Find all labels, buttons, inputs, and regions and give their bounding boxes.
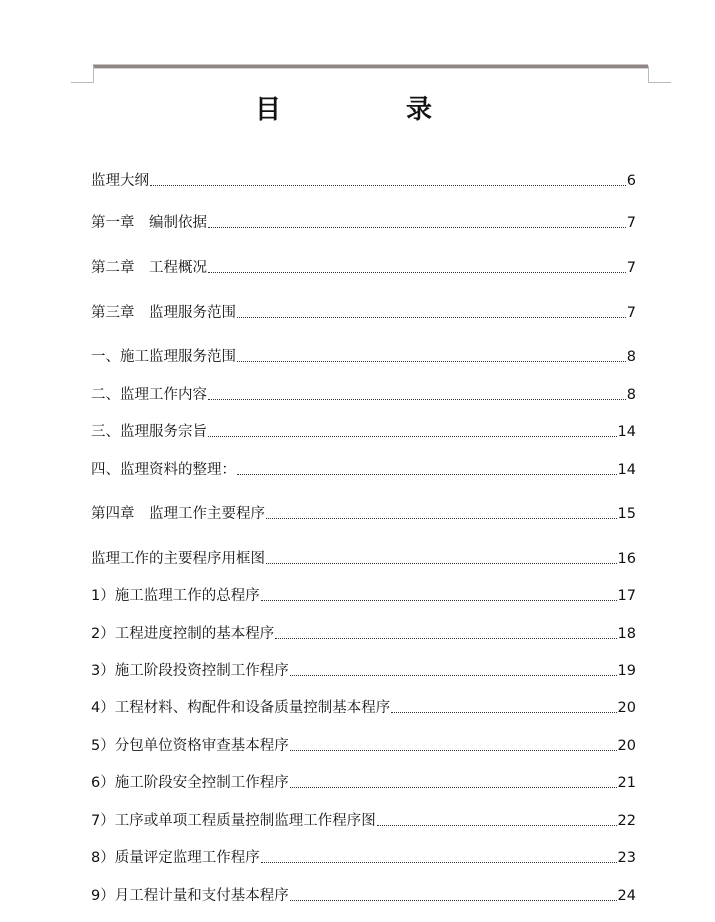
toc-entry-page: 23 — [617, 850, 636, 866]
toc-entry-page: 14 — [617, 424, 636, 440]
toc-leader-dots — [208, 226, 626, 228]
toc-entry[interactable] — [91, 421, 636, 441]
toc-entry[interactable] — [91, 170, 636, 190]
toc-entry-text: 2）工程进度控制的基本程序 — [91, 626, 275, 642]
toc-entry[interactable] — [91, 212, 636, 232]
toc-entry-text: 第三章 监理服务范围 — [91, 305, 236, 321]
toc-entry-text: 8）质量评定监理工作程序 — [91, 850, 260, 866]
toc-entry-page: 6 — [626, 173, 636, 189]
toc-entry-text: 7）工序或单项工程质量控制监理工作程序图 — [91, 813, 376, 829]
toc-entry-page: 24 — [617, 888, 636, 904]
toc-leader-dots — [237, 473, 617, 475]
toc-entry[interactable] — [91, 548, 636, 568]
toc-entry-text: 4）工程材料、构配件和设备质量控制基本程序 — [91, 700, 391, 716]
toc-entry[interactable] — [91, 885, 636, 905]
toc-entry[interactable] — [91, 623, 636, 643]
toc-leader-dots — [208, 398, 626, 400]
toc-leader-dots — [150, 184, 626, 186]
toc-entry[interactable] — [91, 660, 636, 680]
toc-leader-dots — [237, 316, 626, 318]
margin-corner-left — [71, 66, 94, 83]
toc-entry-page: 22 — [617, 813, 636, 829]
header-rule — [93, 64, 648, 69]
toc-leader-dots — [391, 711, 616, 713]
toc-leader-dots — [266, 562, 617, 564]
toc-entry-page: 16 — [617, 551, 636, 567]
toc-entry[interactable] — [91, 772, 636, 792]
toc-leader-dots — [290, 786, 617, 788]
toc-entry-text: 一、施工监理服务范围 — [91, 349, 236, 365]
toc-leader-dots — [377, 824, 617, 826]
toc-title: 目 录 — [254, 95, 491, 125]
toc-entry-page: 8 — [626, 387, 636, 403]
toc-entry-page: 18 — [617, 626, 636, 642]
toc-entry-page: 17 — [617, 588, 636, 604]
toc-entry[interactable] — [91, 847, 636, 867]
toc-entry-text: 3）施工阶段投资控制工作程序 — [91, 663, 289, 679]
toc-entry-page: 15 — [617, 506, 636, 522]
toc-entry-text: 6）施工阶段安全控制工作程序 — [91, 775, 289, 791]
toc-entry-text: 第一章 编制依据 — [91, 215, 207, 231]
toc-leader-dots — [261, 599, 617, 601]
toc-leader-dots — [208, 271, 626, 273]
toc-entry-text: 第二章 工程概况 — [91, 260, 207, 276]
toc-entry-text: 监理大纲 — [91, 173, 149, 189]
toc-entry-text: 第四章 监理工作主要程序 — [91, 506, 265, 522]
toc-entry[interactable] — [91, 302, 636, 322]
toc-entry-page: 20 — [617, 738, 636, 754]
toc-entry-page: 20 — [617, 700, 636, 716]
toc-entry-text: 二、监理工作内容 — [91, 387, 207, 403]
toc-leader-dots — [290, 749, 617, 751]
toc-entry[interactable] — [91, 503, 636, 523]
toc-leader-dots — [237, 360, 626, 362]
toc-entry-text: 四、监理资料的整理： — [91, 462, 236, 478]
toc-entry-text: 监理工作的主要程序用框图 — [91, 551, 265, 567]
toc-leader-dots — [290, 674, 617, 676]
toc-entry-text: 1）施工监理工作的总程序 — [91, 588, 260, 604]
toc-leader-dots — [275, 637, 616, 639]
toc-entry-text: 5）分包单位资格审查基本程序 — [91, 738, 289, 754]
toc-entry-text: 三、监理服务宗旨 — [91, 424, 207, 440]
toc-entry-page: 7 — [626, 260, 636, 276]
toc-entry[interactable] — [91, 384, 636, 404]
toc-entry[interactable] — [91, 697, 636, 717]
toc-entry[interactable] — [91, 735, 636, 755]
toc-entry[interactable] — [91, 459, 636, 479]
toc-entry-page: 14 — [617, 462, 636, 478]
toc-entry[interactable] — [91, 257, 636, 277]
toc-entry[interactable] — [91, 585, 636, 605]
toc-leader-dots — [266, 517, 617, 519]
toc-leader-dots — [261, 861, 617, 863]
toc-entry-page: 21 — [617, 775, 636, 791]
margin-corner-right — [648, 66, 671, 83]
toc-entry[interactable] — [91, 810, 636, 830]
toc-entry-page: 19 — [617, 663, 636, 679]
toc-leader-dots — [208, 435, 617, 437]
toc-leader-dots — [290, 899, 617, 901]
toc-entry-page: 7 — [626, 305, 636, 321]
toc-entry-page: 8 — [626, 349, 636, 365]
toc-entry-text: 9）月工程计量和支付基本程序 — [91, 888, 289, 904]
toc-entry-page: 7 — [626, 215, 636, 231]
toc-entry[interactable] — [91, 346, 636, 366]
